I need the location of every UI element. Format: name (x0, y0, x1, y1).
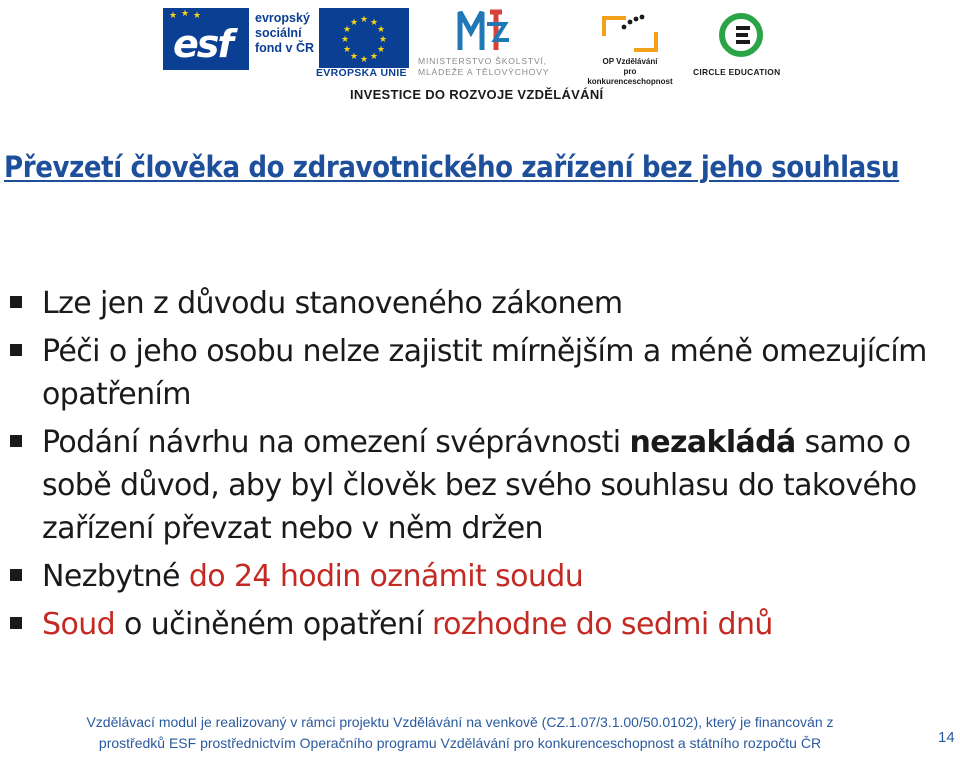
highlight-text: Soud (42, 607, 116, 642)
svg-text:★: ★ (349, 18, 359, 28)
msmt-logo-text: MINISTERSTVO ŠKOLSTVÍ, MLÁDEŽE A TĚLOVÝCHOVY (418, 56, 550, 77)
svg-text:★: ★ (376, 45, 386, 55)
eu-flag-logo (319, 8, 409, 68)
bullet-item: Nezbytné do 24 hodin oznámit soudu (4, 555, 954, 598)
bullet-item: Podání návrhu na omezení svéprávnosti nezakládá samo o sobě důvod, aby byl člověk bez svého souhlasu do takového zařízení převzat nebo v něm držen (4, 421, 954, 550)
svg-text:★: ★ (369, 52, 379, 62)
highlight-text: do 24 hodin oznámit soudu (188, 559, 584, 594)
svg-text:★: ★ (376, 25, 386, 35)
svg-text:★: ★ (359, 15, 369, 25)
op-vzdelavani-logo-icon (600, 12, 660, 56)
op-vzdelavani-text: OP Vzdělávání pro konkurenceschopnost (587, 57, 673, 86)
bullet-item: Soud o učiněném opatření rozhodne do sedmi dnů (4, 603, 954, 646)
bullet-list (4, 282, 954, 646)
svg-text:★: ★ (359, 55, 369, 65)
page-number: 14 (938, 729, 955, 746)
svg-text:★: ★ (349, 52, 359, 62)
circle-education-logo-icon (716, 10, 766, 60)
eu-stars-icon (319, 8, 409, 68)
svg-text:★: ★ (342, 45, 352, 55)
esf-logo-mark: esf (173, 22, 232, 66)
sponsor-logo-strip (0, 0, 960, 108)
svg-text:★: ★ (340, 35, 350, 45)
svg-text:★: ★ (342, 25, 352, 35)
slide-title: Převzetí člověka do zdravotnického zařízení bez jeho souhlasu (4, 150, 900, 184)
msmt-logo-icon (457, 6, 517, 56)
highlight-text: rozhodne do sedmi dnů (432, 607, 773, 642)
svg-text:★: ★ (369, 18, 379, 28)
esf-logo: esf ★ ★ ★ (163, 8, 249, 70)
eu-caption: EVROPSKÁ UNIE (316, 67, 407, 79)
investice-tagline: INVESTICE DO ROZVOJE VZDĚLÁVÁNÍ (350, 87, 604, 102)
circle-education-text: CIRCLE EDUCATION (693, 67, 781, 77)
svg-text:★: ★ (378, 35, 388, 45)
bullet-item: Péči o jeho osobu nelze zajistit mírnějším a méně omezujícím opatřením (4, 330, 954, 416)
funding-footer: Vzdělávací modul je realizovaný v rámci projektu Vzdělávání na venkově (CZ.1.07/3.1.00/50.0102), který je financován z prostředků ESF prostřednictvím Operačního programu Vzdělávání pro konkurenceschopnost a státního rozpočtu ČR (86, 714, 834, 751)
bullet-item: Lze jen z důvodu stanoveného zákonem (4, 282, 954, 325)
emphasis-text: nezakládá (629, 425, 796, 460)
esf-logo-text: evropský sociální fond v ČR (255, 11, 315, 55)
